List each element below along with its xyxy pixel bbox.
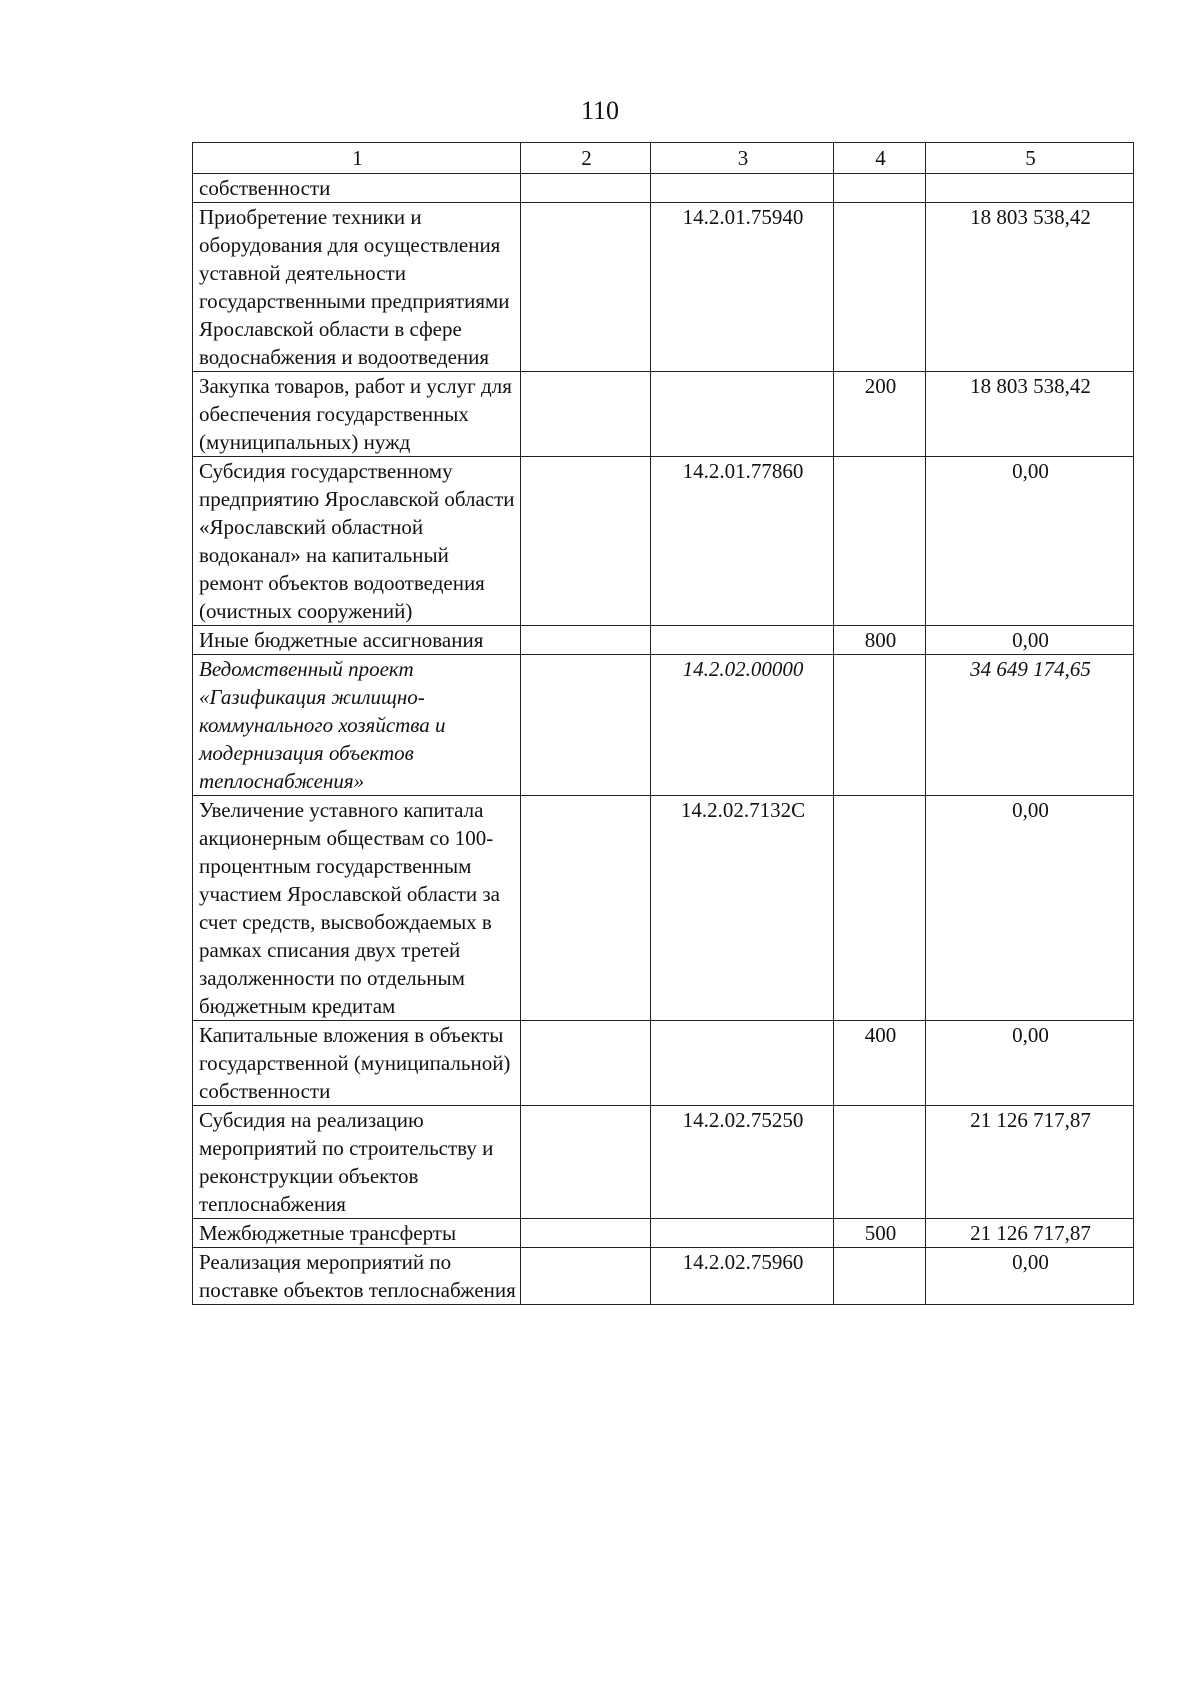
row-code bbox=[651, 1219, 834, 1248]
row-amount: 0,00 bbox=[926, 1248, 1134, 1305]
row-col2 bbox=[521, 1021, 651, 1106]
row-type bbox=[834, 796, 926, 1021]
row-amount: 0,00 bbox=[926, 1021, 1134, 1106]
row-code: 14.2.02.00000 bbox=[651, 655, 834, 796]
row-name: Субсидия на реализацию мероприятий по строительству и реконструкции объектов теплоснабжения bbox=[193, 1106, 521, 1219]
row-code: 14.2.02.7132С bbox=[651, 796, 834, 1021]
column-header-2: 2 bbox=[521, 143, 651, 174]
row-code bbox=[651, 626, 834, 655]
page-number: 110 bbox=[580, 96, 620, 125]
row-col2 bbox=[521, 174, 651, 203]
row-amount bbox=[926, 174, 1134, 203]
column-header-1: 1 bbox=[193, 143, 521, 174]
row-code: 14.2.02.75960 bbox=[651, 1248, 834, 1305]
row-type bbox=[834, 1248, 926, 1305]
row-amount: 0,00 bbox=[926, 457, 1134, 626]
table-row bbox=[193, 457, 1134, 626]
row-type: 200 bbox=[834, 372, 926, 457]
row-name: собственности bbox=[193, 174, 521, 203]
table-row bbox=[193, 1219, 1134, 1248]
row-amount: 0,00 bbox=[926, 626, 1134, 655]
table-row bbox=[193, 1248, 1134, 1305]
row-name: Субсидия государственному предприятию Ярославской области «Ярославский областной водоканал» на капитальный ремонт объектов водоотведения (очистных сооружений) bbox=[193, 457, 521, 626]
column-header-4: 4 bbox=[834, 143, 926, 174]
row-col2 bbox=[521, 1248, 651, 1305]
row-col2 bbox=[521, 655, 651, 796]
row-name: Ведомственный проект «Газификация жилищно-коммунального хозяйства и модернизация объектов теплоснабжения» bbox=[193, 655, 521, 796]
row-code bbox=[651, 372, 834, 457]
row-type: 800 bbox=[834, 626, 926, 655]
table-row bbox=[193, 372, 1134, 457]
column-header-5: 5 bbox=[926, 143, 1134, 174]
row-code: 14.2.01.77860 bbox=[651, 457, 834, 626]
row-col2 bbox=[521, 1219, 651, 1248]
row-name: Иные бюджетные ассигнования bbox=[193, 626, 521, 655]
row-amount: 21 126 717,87 bbox=[926, 1219, 1134, 1248]
row-type bbox=[834, 1106, 926, 1219]
row-code bbox=[651, 1021, 834, 1106]
row-type: 400 bbox=[834, 1021, 926, 1106]
row-name: Увеличение уставного капитала акционерным обществам со 100-процентным государственным участием Ярославской области за счет средств, высвобождаемых в рамках списания двух третей задолженности по отдельным бюджетным кредитам bbox=[193, 796, 521, 1021]
row-name: Реализация мероприятий по поставке объектов теплоснабжения bbox=[193, 1248, 521, 1305]
table-row bbox=[193, 796, 1134, 1021]
table-row bbox=[193, 174, 1134, 203]
row-col2 bbox=[521, 626, 651, 655]
column-header-3: 3 bbox=[651, 143, 834, 174]
row-col2 bbox=[521, 796, 651, 1021]
table-row bbox=[193, 626, 1134, 655]
row-type bbox=[834, 457, 926, 626]
row-type bbox=[834, 203, 926, 372]
row-col2 bbox=[521, 1106, 651, 1219]
row-code: 14.2.02.75250 bbox=[651, 1106, 834, 1219]
row-name: Межбюджетные трансферты bbox=[193, 1219, 521, 1248]
table-row bbox=[193, 1021, 1134, 1106]
row-amount: 18 803 538,42 bbox=[926, 203, 1134, 372]
row-type bbox=[834, 174, 926, 203]
row-amount: 0,00 bbox=[926, 796, 1134, 1021]
row-name: Закупка товаров, работ и услуг для обеспечения государственных (муниципальных) нужд bbox=[193, 372, 521, 457]
budget-table bbox=[192, 142, 1134, 1305]
row-code bbox=[651, 174, 834, 203]
row-amount: 18 803 538,42 bbox=[926, 372, 1134, 457]
table-row bbox=[193, 1106, 1134, 1219]
row-col2 bbox=[521, 203, 651, 372]
table-row-project bbox=[193, 655, 1134, 796]
row-col2 bbox=[521, 457, 651, 626]
row-type: 500 bbox=[834, 1219, 926, 1248]
row-name: Капитальные вложения в объекты государственной (муниципальной) собственности bbox=[193, 1021, 521, 1106]
row-amount: 34 649 174,65 bbox=[926, 655, 1134, 796]
table-row bbox=[193, 203, 1134, 372]
row-col2 bbox=[521, 372, 651, 457]
row-amount: 21 126 717,87 bbox=[926, 1106, 1134, 1219]
table-header-row bbox=[193, 143, 1134, 174]
row-name: Приобретение техники и оборудования для осуществления уставной деятельности государственными предприятиями Ярославской области в сфере водоснабжения и водоотведения bbox=[193, 203, 521, 372]
row-type bbox=[834, 655, 926, 796]
row-code: 14.2.01.75940 bbox=[651, 203, 834, 372]
